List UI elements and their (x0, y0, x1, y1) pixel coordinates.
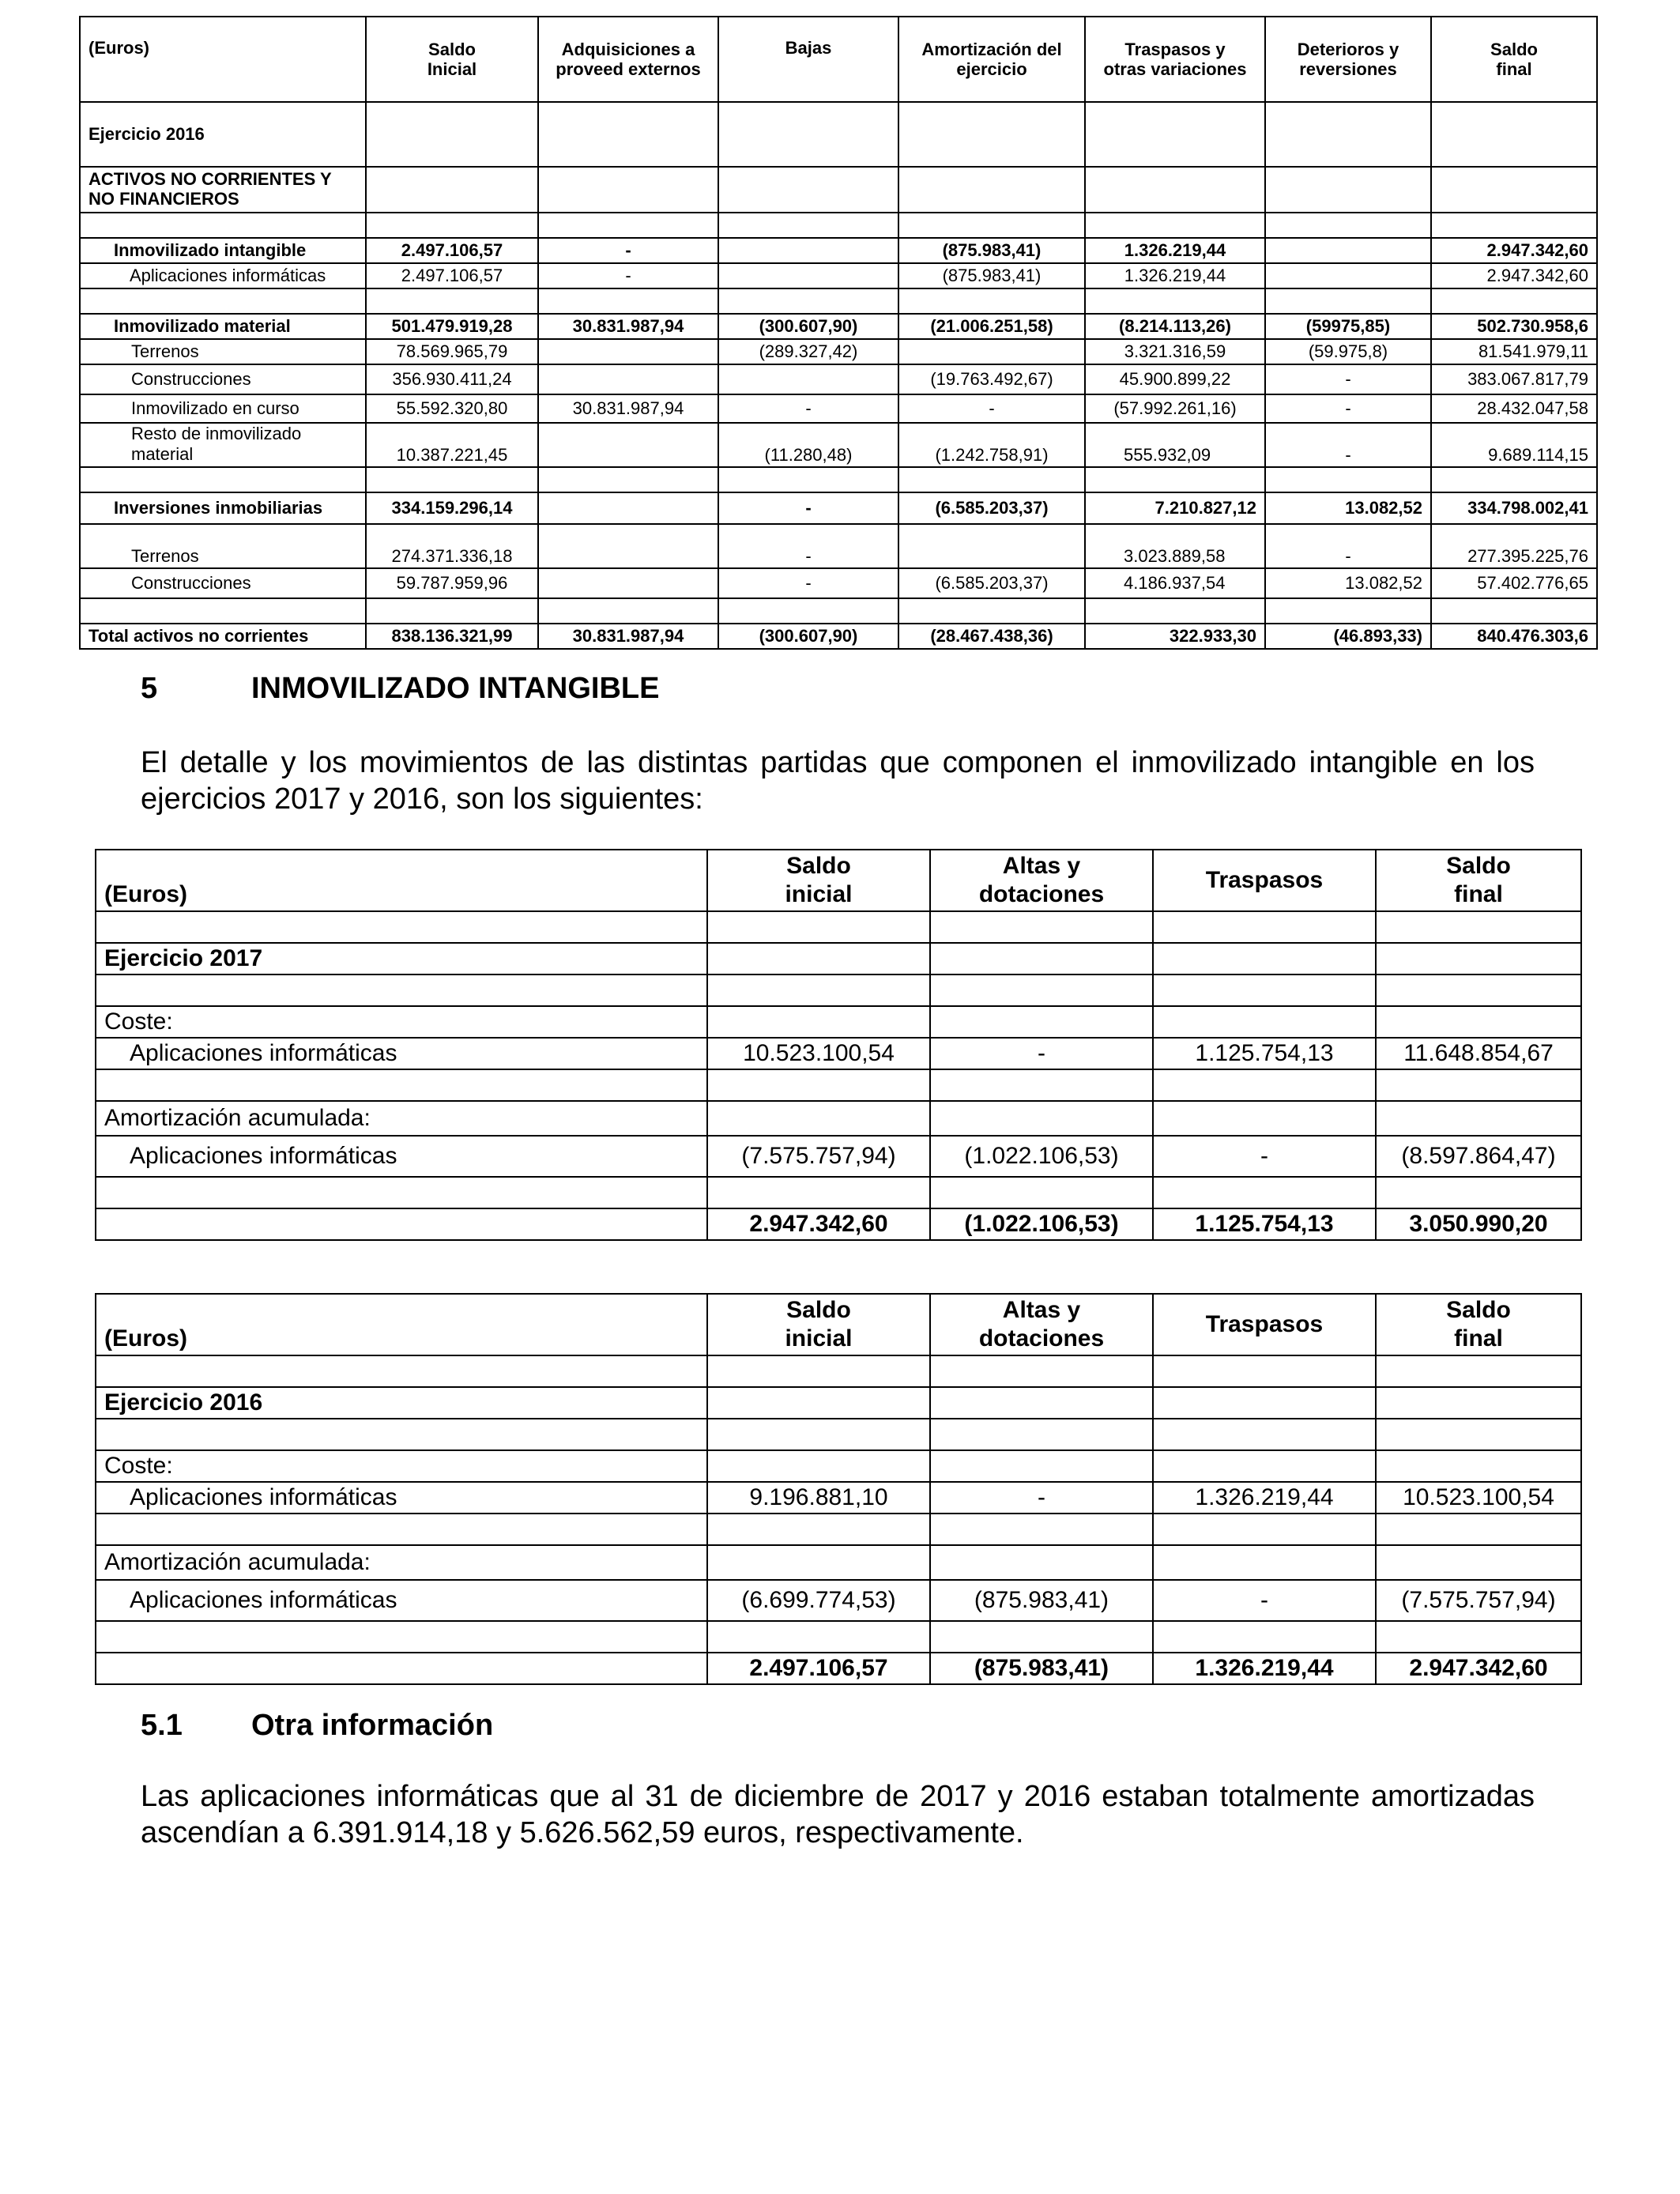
cell: (28.467.438,36) (898, 624, 1085, 649)
header-text: Amortización del ejercicio (921, 40, 1062, 79)
cell: (19.763.492,67) (898, 364, 1085, 394)
row-label: Aplicaciones informáticas (96, 1136, 707, 1177)
cell: 356.930.411,24 (366, 364, 538, 394)
blank-row (80, 598, 1597, 624)
header-text: Traspasos y otras variaciones (1103, 40, 1247, 79)
header-cell (1431, 17, 1597, 102)
table-row (80, 238, 1597, 263)
cell (898, 339, 1085, 364)
coste-label: Coste: (96, 1006, 707, 1038)
total-cell: (875.983,41) (930, 1653, 1153, 1684)
table-header-row (80, 17, 1597, 102)
cell: 4.186.937,54 (1085, 568, 1265, 598)
header-cell (707, 850, 930, 911)
cell: - (718, 568, 898, 598)
header-cell: (Euros) (96, 1294, 707, 1355)
cell: 322.933,30 (1085, 624, 1265, 649)
table-row (80, 524, 1597, 568)
cell: 2.497.106,57 (366, 263, 538, 288)
subsection-heading (141, 1709, 493, 1743)
ejercicio-row (80, 102, 1597, 167)
table-row (96, 1006, 1581, 1038)
subsection-paragraph: Las aplicaciones informáticas que al 31 de diciembre de 2017 y 2016 estaban totalmente amortizadas ascendían a 6.391.914,18 y 5.626.562,59 euros, respectivamente. (141, 1780, 1535, 1849)
cell (538, 524, 718, 568)
ejercicio-row (96, 1387, 1581, 1419)
header-text: Altas y dotaciones (978, 853, 1105, 907)
cell: 45.900.899,22 (1085, 364, 1265, 394)
cell: - (1265, 364, 1431, 394)
cell: 78.569.965,79 (366, 339, 538, 364)
table-total-row (80, 624, 1597, 649)
header-text: Saldo inicial (785, 853, 853, 907)
cell (718, 364, 898, 394)
row-label: Construcciones (80, 568, 366, 598)
total-cell: (1.022.106,53) (930, 1208, 1153, 1240)
cell: - (1265, 524, 1431, 568)
coste-label: Coste: (96, 1450, 707, 1482)
cell: 57.402.776,65 (1431, 568, 1597, 598)
cell: (300.607,90) (718, 314, 898, 339)
row-label: Inversiones inmobiliarias (80, 492, 366, 524)
cell (1265, 263, 1431, 288)
header-cell (1085, 17, 1265, 102)
cell: - (1265, 394, 1431, 423)
header-cell (707, 1294, 930, 1355)
table-row (96, 1038, 1581, 1069)
cell: 501.479.919,28 (366, 314, 538, 339)
cell (1265, 238, 1431, 263)
blank-row (96, 1621, 1581, 1653)
cell: (57.992.261,16) (1085, 394, 1265, 423)
total-cell: 2.947.342,60 (1376, 1653, 1581, 1684)
section-row (80, 167, 1597, 213)
intangible-table-2016 (95, 1293, 1582, 1685)
header-cell (1376, 1294, 1581, 1355)
cell: 2.947.342,60 (1431, 238, 1597, 263)
table-header-row (96, 1294, 1581, 1355)
blank-row (96, 1419, 1581, 1450)
cell: 1.326.219,44 (1085, 263, 1265, 288)
total-cell: 1.326.219,44 (1153, 1653, 1376, 1684)
row-label: Inmovilizado material (80, 314, 366, 339)
header-cell (1265, 17, 1431, 102)
cell: 11.648.854,67 (1376, 1038, 1581, 1069)
total-cell: 2.497.106,57 (707, 1653, 930, 1684)
header-cell: Traspasos (1153, 850, 1376, 911)
header-cell (718, 17, 898, 102)
cell: 10.523.100,54 (707, 1038, 930, 1069)
header-cell (930, 1294, 1153, 1355)
row-label: Terrenos (80, 339, 366, 364)
cell: 3.321.316,59 (1085, 339, 1265, 364)
blank-row (96, 1069, 1581, 1101)
table-row (96, 1580, 1581, 1621)
cell: (7.575.757,94) (707, 1136, 930, 1177)
subsection-title: Otra información (251, 1709, 494, 1742)
cell: (8.597.864,47) (1376, 1136, 1581, 1177)
cell: (11.280,48) (718, 423, 898, 467)
header-text: Saldo final (1490, 40, 1538, 79)
header-cell: (Euros) (80, 17, 366, 102)
header-cell (930, 850, 1153, 911)
cell: 274.371.336,18 (366, 524, 538, 568)
ejercicio-label: Ejercicio 2016 (96, 1387, 707, 1419)
ejercicio-row (96, 943, 1581, 974)
ejercicio-label: Ejercicio 2017 (96, 943, 707, 974)
row-label: Total activos no corrientes (80, 624, 366, 649)
cell: (1.242.758,91) (898, 423, 1085, 467)
cell: (875.983,41) (898, 263, 1085, 288)
row-label: Construcciones (80, 364, 366, 394)
amort-label: Amortización acumulada: (96, 1545, 707, 1580)
row-label: Aplicaciones informáticas (96, 1482, 707, 1514)
cell: - (930, 1038, 1153, 1069)
cell: 334.159.296,14 (366, 492, 538, 524)
cell: 555.932,09 (1085, 423, 1265, 467)
movements-table-2016 (79, 16, 1598, 650)
header-text: Saldo final (1446, 1297, 1511, 1351)
row-label: Inmovilizado intangible (80, 238, 366, 263)
cell: - (1265, 423, 1431, 467)
cell (898, 524, 1085, 568)
cell (538, 492, 718, 524)
cell: (6.699.774,53) (707, 1580, 930, 1621)
amort-label: Amortización acumulada: (96, 1101, 707, 1136)
cell (538, 339, 718, 364)
table-row (80, 314, 1597, 339)
row-label (80, 423, 366, 467)
section-heading (141, 672, 660, 706)
header-text: Saldo Inicial (427, 40, 477, 79)
table-row (96, 1101, 1581, 1136)
section-paragraph: El detalle y los movimientos de las distintas partidas que componen el inmovilizado intangible en los ejercicios 2017 y 2016, son los siguientes: (141, 746, 1535, 816)
intangible-table-2017 (95, 849, 1582, 1241)
cell: 3.023.889,58 (1085, 524, 1265, 568)
blank-row (80, 288, 1597, 314)
cell: 10.387.221,45 (366, 423, 538, 467)
section-label: ACTIVOS NO CORRIENTES Y NO FINANCIEROS (80, 167, 366, 213)
row-label-text: Resto de inmovilizado material (131, 424, 302, 464)
table-header-row (96, 850, 1581, 911)
cell: - (1153, 1580, 1376, 1621)
cell: 840.476.303,6 (1431, 624, 1597, 649)
total-cell: 2.947.342,60 (707, 1208, 930, 1240)
table-row (96, 1545, 1581, 1580)
cell: 81.541.979,11 (1431, 339, 1597, 364)
row-label: Aplicaciones informáticas (80, 263, 366, 288)
ejercicio-label: Ejercicio 2016 (80, 102, 366, 167)
cell: - (930, 1482, 1153, 1514)
header-cell: (Euros) (96, 850, 707, 911)
cell: 1.326.219,44 (1085, 238, 1265, 263)
row-label: Aplicaciones informáticas (96, 1580, 707, 1621)
header-text: Bajas (785, 38, 832, 58)
header-text: Deterioros y reversiones (1297, 40, 1399, 79)
cell: (875.983,41) (898, 238, 1085, 263)
table-row (80, 263, 1597, 288)
cell: - (538, 263, 718, 288)
table-total-row (96, 1653, 1581, 1684)
cell: 1.326.219,44 (1153, 1482, 1376, 1514)
header-cell (1376, 850, 1581, 911)
cell: 30.831.987,94 (538, 394, 718, 423)
cell (538, 364, 718, 394)
cell: (8.214.113,26) (1085, 314, 1265, 339)
total-cell: 1.125.754,13 (1153, 1208, 1376, 1240)
table-row (80, 364, 1597, 394)
cell (538, 568, 718, 598)
header-cell (898, 17, 1085, 102)
subsection-number: 5.1 (141, 1709, 183, 1742)
cell: (300.607,90) (718, 624, 898, 649)
cell (718, 263, 898, 288)
cell: 838.136.321,99 (366, 624, 538, 649)
header-cell (366, 17, 538, 102)
header-cell: Traspasos (1153, 1294, 1376, 1355)
cell: 383.067.817,79 (1431, 364, 1597, 394)
blank-row (96, 974, 1581, 1006)
cell: 10.523.100,54 (1376, 1482, 1581, 1514)
cell: (7.575.757,94) (1376, 1580, 1581, 1621)
row-label: Inmovilizado en curso (80, 394, 366, 423)
header-text: Adquisiciones a proveed externos (556, 40, 701, 79)
section-title: INMOVILIZADO INTANGIBLE (251, 672, 660, 705)
cell: 59.787.959,96 (366, 568, 538, 598)
table-row (96, 1136, 1581, 1177)
cell: - (718, 394, 898, 423)
cell: (6.585.203,37) (898, 492, 1085, 524)
blank-row (80, 467, 1597, 492)
cell: 334.798.002,41 (1431, 492, 1597, 524)
cell: 1.125.754,13 (1153, 1038, 1376, 1069)
cell: 30.831.987,94 (538, 624, 718, 649)
table-row (96, 1482, 1581, 1514)
cell: 277.395.225,76 (1431, 524, 1597, 568)
table-row (80, 423, 1597, 467)
row-label: Terrenos (80, 524, 366, 568)
table-total-row (96, 1208, 1581, 1240)
table-row (80, 394, 1597, 423)
row-label: Aplicaciones informáticas (96, 1038, 707, 1069)
header-cell (538, 17, 718, 102)
blank-row (80, 213, 1597, 238)
cell: 2.947.342,60 (1431, 263, 1597, 288)
cell: 13.082,52 (1265, 568, 1431, 598)
cell: - (718, 524, 898, 568)
cell: - (538, 238, 718, 263)
section-number: 5 (141, 672, 158, 705)
cell: 28.432.047,58 (1431, 394, 1597, 423)
blank-row (96, 1514, 1581, 1545)
total-cell: 3.050.990,20 (1376, 1208, 1581, 1240)
cell: (46.893,33) (1265, 624, 1431, 649)
blank-row (96, 911, 1581, 943)
cell: (59.975,8) (1265, 339, 1431, 364)
cell: (21.006.251,58) (898, 314, 1085, 339)
cell: 7.210.827,12 (1085, 492, 1265, 524)
cell: (6.585.203,37) (898, 568, 1085, 598)
table-row (80, 568, 1597, 598)
header-text: Altas y dotaciones (978, 1297, 1105, 1351)
table-row (96, 1450, 1581, 1482)
cell: 13.082,52 (1265, 492, 1431, 524)
blank-row (96, 1177, 1581, 1208)
cell: (59975,85) (1265, 314, 1431, 339)
blank-row (96, 1355, 1581, 1387)
cell: 30.831.987,94 (538, 314, 718, 339)
cell (538, 423, 718, 467)
cell: - (1153, 1136, 1376, 1177)
table-row (80, 492, 1597, 524)
cell: 2.497.106,57 (366, 238, 538, 263)
table-row (80, 339, 1597, 364)
cell: 9.689.114,15 (1431, 423, 1597, 467)
header-text: Saldo final (1446, 853, 1511, 907)
cell: (875.983,41) (930, 1580, 1153, 1621)
cell: - (898, 394, 1085, 423)
cell: (289.327,42) (718, 339, 898, 364)
cell: (1.022.106,53) (930, 1136, 1153, 1177)
cell: 55.592.320,80 (366, 394, 538, 423)
cell: 9.196.881,10 (707, 1482, 930, 1514)
cell: 502.730.958,6 (1431, 314, 1597, 339)
cell (718, 238, 898, 263)
cell: - (718, 492, 898, 524)
header-text: Saldo inicial (785, 1297, 853, 1351)
